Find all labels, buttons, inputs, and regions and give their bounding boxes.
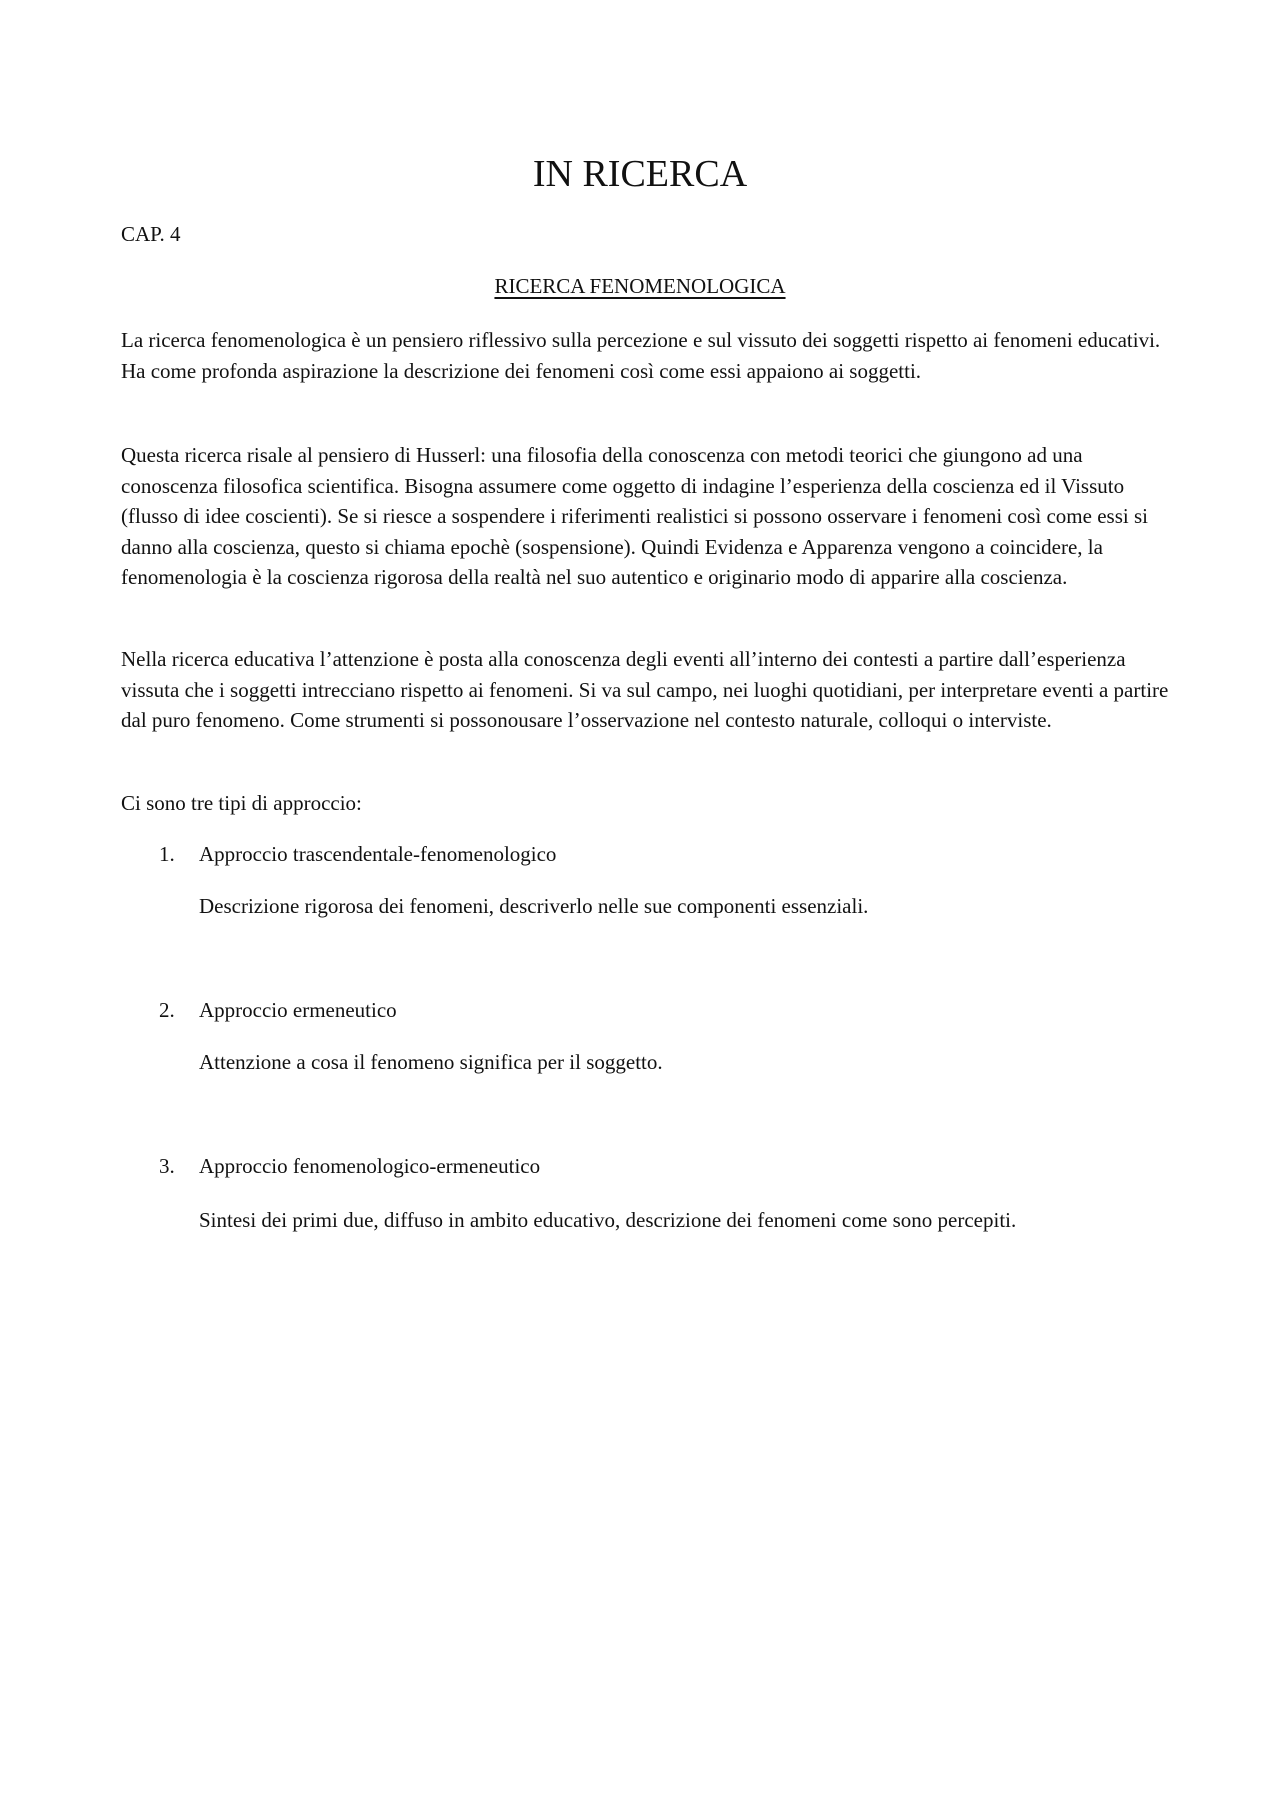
approach-description: Descrizione rigorosa dei fenomeni, descriverlo nelle sue componenti essenziali. (199, 894, 869, 918)
document-title: IN RICERCA (532, 153, 748, 195)
paragraph-husserl: Questa ricerca risale al pensiero di Husserl: una filosofia della conoscenza con metodi teorici che giungono ad una conoscenza filosofica scientifica. Bisogna assumere come oggetto di indagine l’esperienza della coscienza ed il Vissuto (flusso di idee coscienti). Se si riesce a sospendere i riferimenti realistici si possono osservare i fenomeni così come essi si danno alla coscienza, questo si chiama epochè (sospensione). Quindi Evidenza e Apparenza vengono a coincidere, la fenomenologia è la coscienza rigorosa della realtà nel suo autentico e originario modo di apparire alla coscienza. (121, 443, 1148, 589)
paragraph-educational-research: Nella ricerca educativa l’attenzione è posta alla conoscenza degli eventi all’interno dei contesti a partire dall’esperienza vissuta che i soggetti intrecciano rispetto ai fenomeni. Si va sul campo, nei luoghi quotidiani, per interpretare eventi a partire dal puro fenomeno. Come strumenti si possonousare l’osservazione nel contesto naturale, colloqui o interviste. (121, 647, 1169, 732)
paragraph-approaches-intro: Ci sono tre tipi di approccio: (121, 791, 362, 815)
list-number: 3. (159, 1154, 175, 1178)
approach-name: Approccio trascendentale-fenomenologico (199, 842, 557, 866)
section-heading-text: RICERCA FENOMENOLOGICA (494, 274, 786, 298)
approach-description: Attenzione a cosa il fenomeno significa per il soggetto. (199, 1050, 663, 1074)
approach-name: Approccio ermeneutico (199, 998, 397, 1022)
chapter-label: CAP. 4 (121, 222, 181, 246)
list-number: 2. (159, 998, 175, 1022)
section-heading (0, 274, 1280, 299)
approach-name: Approccio fenomenologico-ermeneutico (199, 1154, 541, 1178)
paragraph-intro: La ricerca fenomenologica è un pensiero riflessivo sulla percezione e sul vissuto dei soggetti rispetto ai fenomeni educativi. Ha come profonda aspirazione la descrizione dei fenomeni così come essi appaiono ai soggetti. (121, 328, 1161, 383)
list-number: 1. (159, 842, 175, 866)
approach-description: Sintesi dei primi due, diffuso in ambito educativo, descrizione dei fenomeni come sono percepiti. (199, 1208, 1017, 1232)
